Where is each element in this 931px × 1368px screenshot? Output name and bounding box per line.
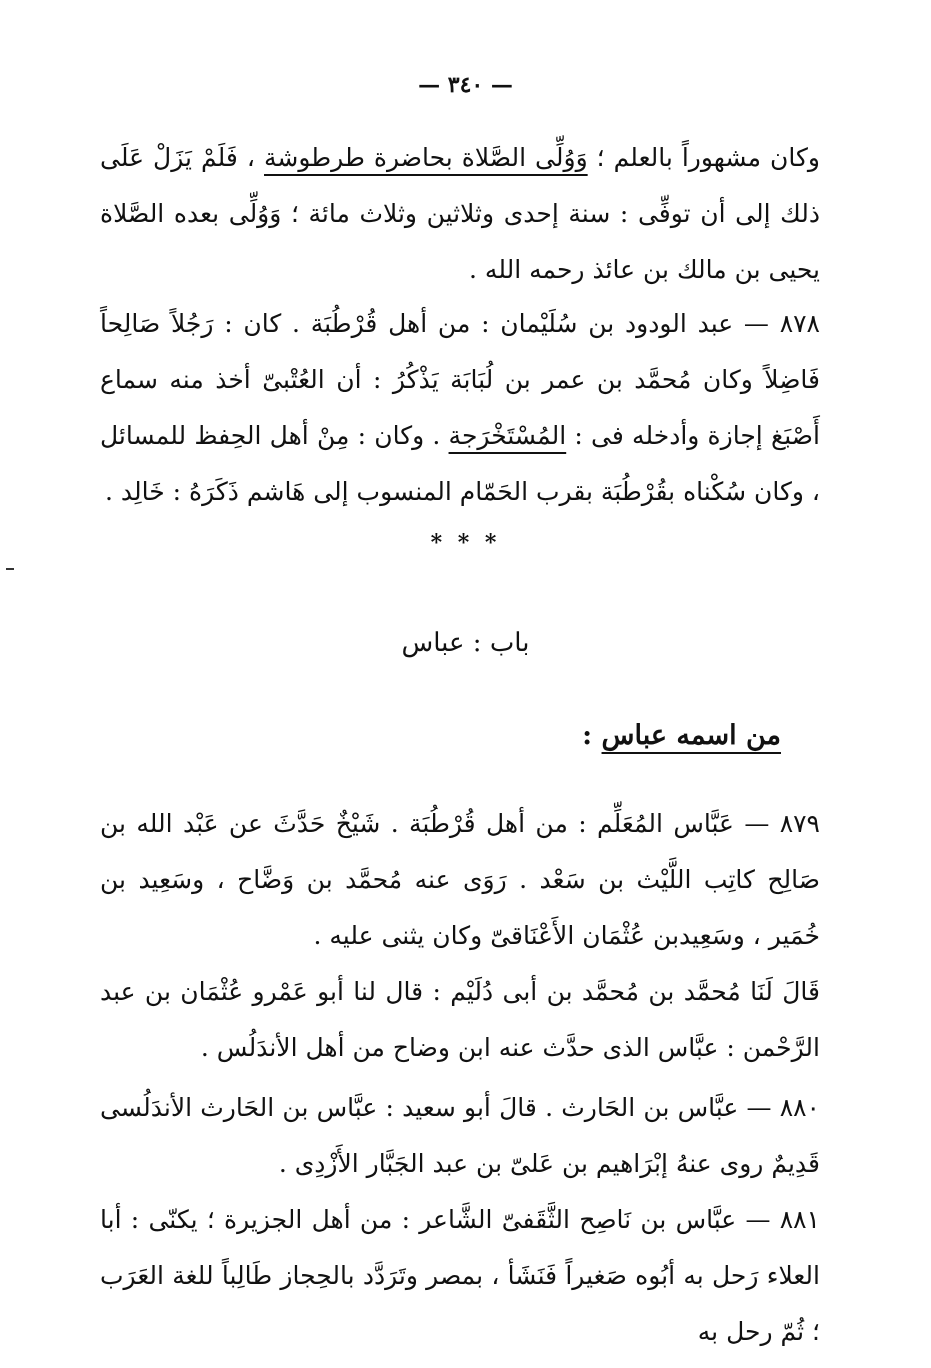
margin-mark [6,568,14,570]
section-heading-colon: : [582,720,602,751]
entry-879-note: قَالَ لَنَا مُحمَّد بن مُحمَّد بن أبى دُلَيْم : قال لنا أبو عَمْرو عُثْمَان بن عبد الرَّحْمن : عبَّاس الذى حدَّث عنه ابن وضاح من أهل الأندَلُس . [100,977,820,1062]
entry-881: ٨٨١ — عبَّاس بن نَاصِح الثَّقَفىّ الشَّاعر : من أهل الجزيرة ؛ يكنّى : أبا العلاء رَحل به أبُوه صَغيراً فَنَشَأ ، بمصر وتَرَدَّد بالحِجاز طَالِباً للغة العَرَب ؛ ثُمّ رحل به [100,1205,820,1346]
paragraph-text: ٨٧٨ — عبد الودود بن سُلَيْمان : من أهل قُرْطُبَة . كان : رَجُلاً صَالِحاً فَاضِلاً وكان مُحمَّد بن عمر بن لُبَابَة يَذْكُرُ : أن العُتْبىّ أخذ منه سماع أَصْبَغ إجازة وأدخله فى : [100,309,820,450]
page-number: — ٣٤٠ — [418,72,513,98]
entry-879: ٨٧٩ — عَبَّاس المُعَلِّم : من أهل قُرْطُبَة . شَيْخٌ حَدَّثَ عن عَبْد الله بن صَالِح كاتِب اللَّيْث بن سَعْد . رَوَى عنه مُحمَّد بن وَضَّاح ، وسَعِيد بن خُمَير ، وسَعِيدبن عُثْمَان الأَعْنَاقىّ وكان يثنى عليه . [100,809,820,950]
section-heading-text: من اسمه عباس [601,720,781,751]
section-separator: * * * [430,530,501,556]
paragraph-text: وكان مشهوراً بالعلم ؛ [587,143,820,172]
paragraph-text: ، فَلَمْ يَزَلْ عَلَى ذلك إلى أن توفِّى : سنة إحدى وثلاثين وثلاث مائة ؛ وَوُلِّى بعده الصَّلاة يحيى بن مالك بن عائذ رحمه الله . [100,143,820,284]
paragraph-continuation [100,130,820,298]
underlined-phrase: وَوُلِّى الصَّلاة بحاضرة طرطوشة [264,143,588,172]
underlined-book-title: المُسْتَخْرَجة [448,421,567,450]
paragraph-text: . وكان : مِنْ أهل الحِفظ للمسائل ، وكان سُكْناه بقُرْطُبَة بقرب الحَمّام المنسوب إلى هَاشم ذَكَرَهُ : خَالِد . [100,421,820,506]
chapter-title: باب : عباس [401,628,530,658]
entry-878 [100,296,820,520]
section-heading [582,720,781,751]
entry-880: ٨٨٠ — عبَّاس بن الحَارث . قالَ أبو سعيد : عبَّاس بن الحَارث الأندَلُسى قَدِيمٌ روى عنهُ إبْرَاهيم بن عَلىّ بن عبد الجَبَّار الأَزْدِى . [100,1093,820,1178]
